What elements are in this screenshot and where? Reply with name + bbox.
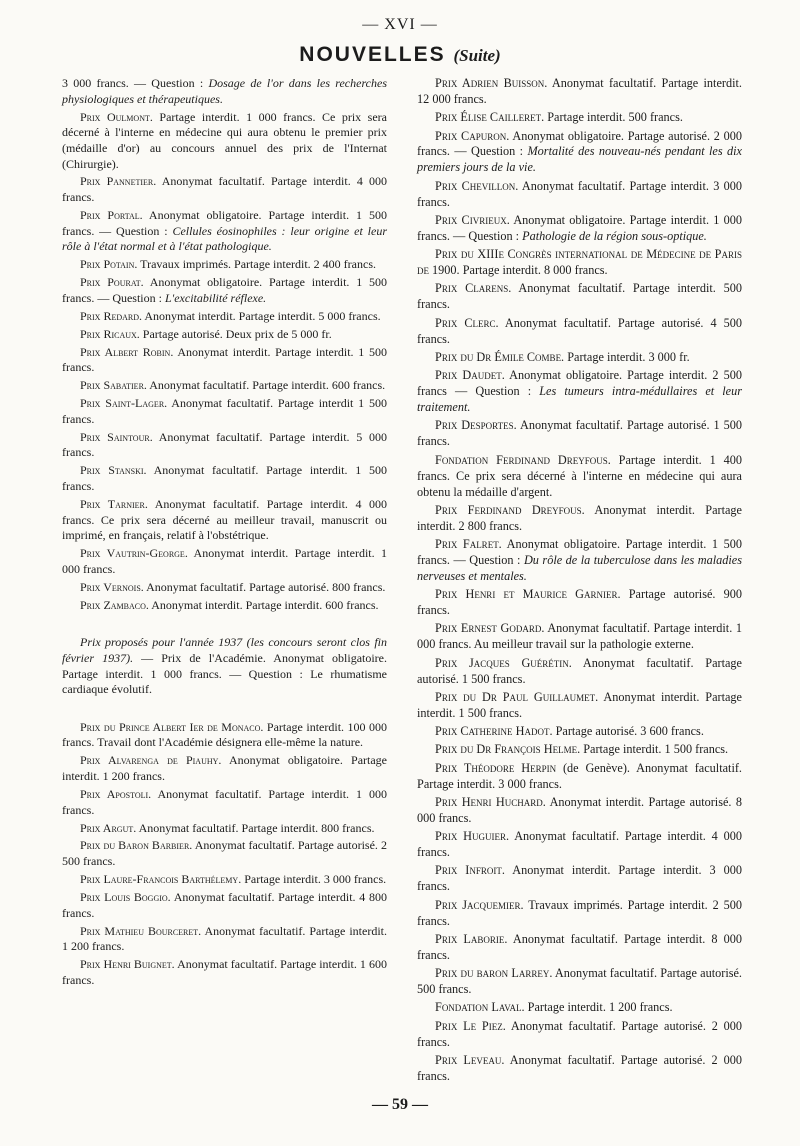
prize-entry <box>417 966 742 998</box>
prize-entry <box>62 720 387 751</box>
entry-text: Anonymat obligatoire. Partage interdit. 1 500 francs. — Question : <box>417 537 742 567</box>
prize-name: Prix Zambaco. <box>80 597 149 612</box>
prize-name: Prix Le Piez. <box>435 1018 506 1033</box>
prize-entry <box>62 580 387 596</box>
prize-entry <box>417 863 742 895</box>
entry-text: Anonymat obligatoire. Partage interdit. 2 500 francs — Question : <box>417 368 742 399</box>
prize-entry <box>417 368 742 416</box>
entry-text: Partage autorisé. 900 francs. <box>417 587 742 618</box>
prize-entry <box>62 174 387 205</box>
prize-name: Prix Saintour. <box>80 429 153 444</box>
prize-name: Prix Sabatier. <box>80 378 147 393</box>
entry-text: Anonymat interdit. Partage interdit. 3 000 francs. <box>417 863 742 894</box>
prize-name: Prix Apostoli. <box>80 786 152 801</box>
entry-text: Anonymat facultatif. Partage autorisé. 1 500 francs. <box>417 655 742 686</box>
question-text: Pathologie de la région sous-optique. <box>522 228 707 243</box>
entry-text: Partage interdit. 1 500 francs. <box>580 742 729 757</box>
prize-name: Prix Civrieux. <box>435 212 510 227</box>
entry-text: Anonymat facultatif. Partage interdit. 8 000 francs. <box>417 931 742 962</box>
prize-name: Prix Alvarenga de Piauhy. <box>80 753 222 768</box>
prize-name: Prix du Dr François Helme. <box>435 742 581 757</box>
prize-name: Prix Potain. <box>80 257 138 272</box>
prize-name: Prix Portal. <box>80 208 143 223</box>
page-title <box>0 43 800 67</box>
prize-entry <box>62 76 387 107</box>
prize-entry <box>62 463 387 494</box>
entry-text: Anonymat facultatif. Partage interdit. 1 000 francs. <box>62 786 387 817</box>
prize-name: Prix Desportes. <box>435 418 517 433</box>
prize-name: Prix Redard. <box>80 308 143 323</box>
entry-text: Partage interdit. 500 francs. <box>544 110 683 125</box>
question-text: Les tumeurs intra-médullaires et leur traitement. <box>417 384 742 415</box>
prize-entry <box>417 761 742 793</box>
prize-entry <box>62 327 387 343</box>
prize-entry <box>417 1000 742 1016</box>
entry-text: Anonymat facultatif. Partage interdit. 1 500 francs. <box>62 463 387 493</box>
prize-name: Prix Théodore Herpin <box>435 760 557 775</box>
prize-entry <box>417 503 742 535</box>
entry-text: Anonymat facultatif. Partage interdit. 4 000 francs. <box>417 829 742 860</box>
prize-name: Prix Daudet. <box>435 368 505 383</box>
prize-entry <box>62 275 387 306</box>
prize-entry <box>62 497 387 544</box>
entry-text: Anonymat facultatif. Partage autorisé. 2 000 francs. <box>417 1052 742 1083</box>
question-text: Du rôle de la tuberculose dans les maladies nerveuses et mentales. <box>417 552 743 583</box>
prize-name: Prix Jacquemier. <box>435 897 524 912</box>
prize-entry <box>417 795 742 827</box>
entry-text: Anonymat obligatoire. Partage interdit. 1 500 francs. — Question : <box>62 275 387 305</box>
entry-text: Anonymat facultatif. Partage autorisé. 2 000 francs. <box>417 1018 742 1049</box>
prize-name: Fondation Ferdinand Dreyfous. <box>435 452 611 467</box>
question-text: Cellules éosinophiles : leur origine et leur rôle à l'état normal et à l'état pathologique. <box>62 223 387 254</box>
question-text: Mortalité des nouveau-nés pendant les dix premiers jours de la vie. <box>417 144 742 175</box>
prize-entry <box>417 129 742 177</box>
entry-text: Anonymat facultatif. Partage interdit 1 500 francs. <box>62 396 387 426</box>
prize-entry <box>417 110 742 126</box>
prize-name: Prix Adrien Buisson. <box>435 76 548 90</box>
entry-text: Partage interdit. 3 000 fr. <box>564 349 690 364</box>
prize-entry <box>417 742 742 758</box>
prize-entry <box>417 316 742 348</box>
prize-entry <box>62 598 387 614</box>
prize-entry <box>417 1053 742 1085</box>
prize-name: Prix Mathieu Bourceret. <box>80 923 202 938</box>
entry-text: Anonymat facultatif. Partage interdit. 4 000 francs. <box>62 174 387 205</box>
prize-entry <box>62 257 387 273</box>
entry-text: Anonymat facultatif. Partage autorisé. 500 francs. <box>417 966 742 997</box>
entry-text: Anonymat facultatif. Partage interdit. 1 600 francs. <box>62 957 387 987</box>
entry-text: Anonymat facultatif. Partage interdit. 800 francs. <box>136 820 375 835</box>
prize-entry <box>62 838 387 869</box>
prize-name: Prix Clarens. <box>435 281 512 296</box>
prize-name: Prix Pourat. <box>80 275 144 290</box>
question-text: Prix proposés pour l'année 1937 (les concours seront clos fin février 1937). <box>62 635 387 665</box>
prize-entry <box>62 378 387 394</box>
prize-entry <box>417 179 742 211</box>
entry-text: Anonymat interdit. Partage interdit. 600 francs. <box>148 597 379 612</box>
right-column <box>417 76 742 1087</box>
prize-name: Prix du Dr Émile Combe. <box>435 349 565 364</box>
prize-entry <box>62 208 387 255</box>
entry-text: Partage interdit. 1 200 francs. <box>524 1000 673 1015</box>
prize-name: Prix Élise Cailleret. <box>435 110 545 125</box>
prize-name: Prix Pannetier. <box>80 174 157 189</box>
prize-entry <box>417 453 742 501</box>
entry-text: Anonymat facultatif. Partage autorisé. 1 500 francs. <box>417 418 742 449</box>
prize-entry <box>417 1019 742 1051</box>
prize-entry <box>417 281 742 313</box>
prize-entry <box>417 418 742 450</box>
entry-text: Anonymat facultatif. Partage interdit. 3 000 francs. <box>417 178 742 209</box>
entry-text: Anonymat facultatif. Partage autorisé. 800 francs. <box>143 579 386 594</box>
entry-text: Partage interdit. 1 000 francs. Ce prix sera décerné à l'interne en médecine qui aura obtenu le premier prix (médaille d'or) au concours annuel des prix de l'Internat (Chirurgie). <box>62 109 388 171</box>
entry-text: Travaux imprimés. Partage interdit. 2 500 francs. <box>417 897 742 928</box>
entry-text: Partage interdit. 100 000 francs. Travail dont l'Académie désignera elle-même la nature. <box>62 719 387 750</box>
question-text: L'excitabilité réflexe. <box>164 290 267 305</box>
prize-name: Prix Leveau. <box>435 1052 505 1067</box>
prize-entry <box>62 546 387 577</box>
prize-name: Prix Chevillon. <box>435 178 519 193</box>
question-text: Dosage de l'or dans les recherches physiologiques et thérapeutiques. <box>62 76 387 106</box>
entry-text: Anonymat facultatif. Partage interdit. 500 francs. <box>417 281 742 312</box>
entry-text: Anonymat interdit. Partage interdit. 2 800 francs. <box>417 502 742 533</box>
page-section-numeral: — XVI — <box>362 16 438 33</box>
prize-name: Prix Albert Robin. <box>80 344 174 359</box>
prize-entry <box>62 309 387 325</box>
entry-text: Partage autorisé. Deux prix de 5 000 fr. <box>139 326 332 341</box>
entry-text: Anonymat obligatoire. Partage interdit. 1 000 francs. — Question : <box>417 212 742 243</box>
prize-entry <box>417 587 742 619</box>
prize-entry <box>62 635 387 698</box>
entry-text: (de Genève). Anonymat facultatif. Partage interdit. 3 000 francs. <box>417 760 742 791</box>
prize-name: Prix Falret. <box>435 537 502 552</box>
prize-entry <box>417 829 742 861</box>
prize-entry <box>417 247 742 279</box>
entry-text: Anonymat obligatoire. Partage interdit. 1 500 francs. — Question : <box>62 208 388 238</box>
prize-entry <box>417 898 742 930</box>
prize-name: Prix Jacques Guérétin. <box>435 655 572 670</box>
entry-text: Partage interdit. 8 000 francs. <box>459 263 608 278</box>
entry-text: Travaux imprimés. Partage interdit. 2 400 francs. <box>137 257 376 272</box>
prize-entry <box>417 621 742 653</box>
prize-name: Prix Henri Huchard. <box>435 794 546 809</box>
prize-name: Prix Huguier. <box>435 829 510 844</box>
prize-entry <box>62 957 387 988</box>
page-number: — 59 — <box>372 1096 428 1113</box>
entry-text: Anonymat interdit. Partage interdit. 1 000 francs. <box>62 546 387 576</box>
prize-name: Prix du baron Larrey. <box>435 966 553 981</box>
prize-name: Prix du Baron Barbier. <box>80 838 193 853</box>
prize-entry <box>417 537 742 585</box>
entry-text: Anonymat facultatif. Partage interdit. 5 000 francs. <box>62 429 387 460</box>
entry-text: Anonymat obligatoire. Partage interdit. 1 200 francs. <box>62 753 388 784</box>
prize-name: Prix du XIIIe Congrès international de Médecine de Paris de 1900. <box>417 247 742 278</box>
entry-text: Partage interdit. 3 000 francs. <box>241 872 387 887</box>
prize-name: Prix Vautrin-George. <box>80 546 188 561</box>
prize-entry <box>62 110 387 173</box>
entry-text: Anonymat facultatif. Partage interdit. 4 000 francs. Ce prix sera décerné au meilleur travail, manuscrit ou imprimé, en français, relatif à l'obstétrique. <box>62 496 387 543</box>
entry-text: 3 000 francs. — Question : <box>62 76 209 90</box>
prize-entry <box>62 872 387 888</box>
prize-name: Prix Ricaux. <box>80 326 140 341</box>
prize-name: Prix Henri et Maurice Garnier. <box>435 587 621 602</box>
prize-name: Prix Clerc. <box>435 315 499 330</box>
prize-name: Prix Laborie. <box>435 931 508 946</box>
prize-entry <box>417 350 742 366</box>
prize-name: Prix du Dr Paul Guillaumet. <box>435 689 599 704</box>
entry-text: Anonymat facultatif. Partage interdit. 1 200 francs. <box>62 923 387 954</box>
prize-name: Prix Oulmont. <box>80 109 153 124</box>
prize-entry <box>62 924 387 955</box>
entry-text: Anonymat facultatif. Partage interdit. 600 francs. <box>146 378 386 393</box>
prize-name: Prix Saint-Lager. <box>80 396 168 411</box>
prize-entry <box>417 656 742 688</box>
prize-entry <box>62 396 387 427</box>
entry-text: Anonymat interdit. Partage interdit. 1 500 francs. <box>417 689 742 720</box>
title-suite: (Suite) <box>453 46 501 65</box>
prize-name: Prix Louis Boggio. <box>80 890 171 904</box>
prize-entry <box>417 213 742 245</box>
entry-text: Anonymat interdit. Partage autorisé. 8 000 francs. <box>417 794 742 825</box>
prize-entry <box>62 345 387 376</box>
prize-entry <box>62 753 387 784</box>
prize-name: Prix Infroit. <box>435 863 505 878</box>
prize-entry <box>62 787 387 818</box>
title-text: NOUVELLES <box>299 43 446 66</box>
prize-name: Prix Catherine Hadot. <box>435 724 553 739</box>
prize-entry <box>417 690 742 722</box>
prize-name: Prix Ernest Godard. <box>435 621 545 636</box>
prize-name: Prix Argut. <box>80 820 137 835</box>
entry-text: Partage interdit. 1 400 francs. Ce prix sera décerné à l'interne en médecine qui aura obtenu la médaille d'argent. <box>417 452 742 499</box>
entry-text: Partage autorisé. 3 600 francs. <box>552 724 704 739</box>
prize-entry <box>62 821 387 837</box>
entry-text: Anonymat facultatif. Partage interdit. 12 000 francs. <box>417 76 742 106</box>
prize-name: Prix Laure-Francois Barthélemy. <box>80 872 242 887</box>
entry-text: Anonymat facultatif. Partage interdit. 4 800 francs. <box>62 890 387 920</box>
prize-entry <box>417 724 742 740</box>
prize-name: Prix Henri Buignet. <box>80 957 175 972</box>
prize-name: Fondation Laval. <box>435 1000 525 1015</box>
entry-text: Anonymat facultatif. Partage interdit. 1 000 francs. Au meilleur travail sur la pathologie externe. <box>417 621 742 652</box>
entry-text: Anonymat facultatif. Partage autorisé. 2 500 francs. <box>62 838 387 869</box>
left-column <box>62 76 387 991</box>
prize-name: Prix Stanski. <box>80 463 147 478</box>
prize-name: Prix Ferdinand Dreyfous. <box>435 502 585 517</box>
prize-entry <box>417 76 742 108</box>
prize-name: Prix Vernois. <box>80 579 144 594</box>
prize-name: Prix du Prince Albert Ier de Monaco. <box>80 719 264 734</box>
prize-entry <box>62 890 387 921</box>
entry-text: Anonymat obligatoire. Partage autorisé. 2 000 francs. — Question : <box>417 128 742 159</box>
prize-name: Prix Tarnier. <box>80 496 148 511</box>
prize-name: Prix Capuron. <box>435 128 510 143</box>
prize-entry <box>417 932 742 964</box>
entry-text: Anonymat interdit. Partage interdit. 1 500 francs. <box>62 344 387 375</box>
entry-text: — Prix de l'Académie. Anonymat obligatoire. Partage interdit. 1 000 francs. — Question : Le rhumatisme cardiaque évolutif. <box>62 650 388 697</box>
entry-text: Anonymat facultatif. Partage autorisé. 4 500 francs. <box>417 315 742 346</box>
entry-text: Anonymat interdit. Partage interdit. 5 000 francs. <box>142 308 381 323</box>
prize-entry <box>62 430 387 461</box>
